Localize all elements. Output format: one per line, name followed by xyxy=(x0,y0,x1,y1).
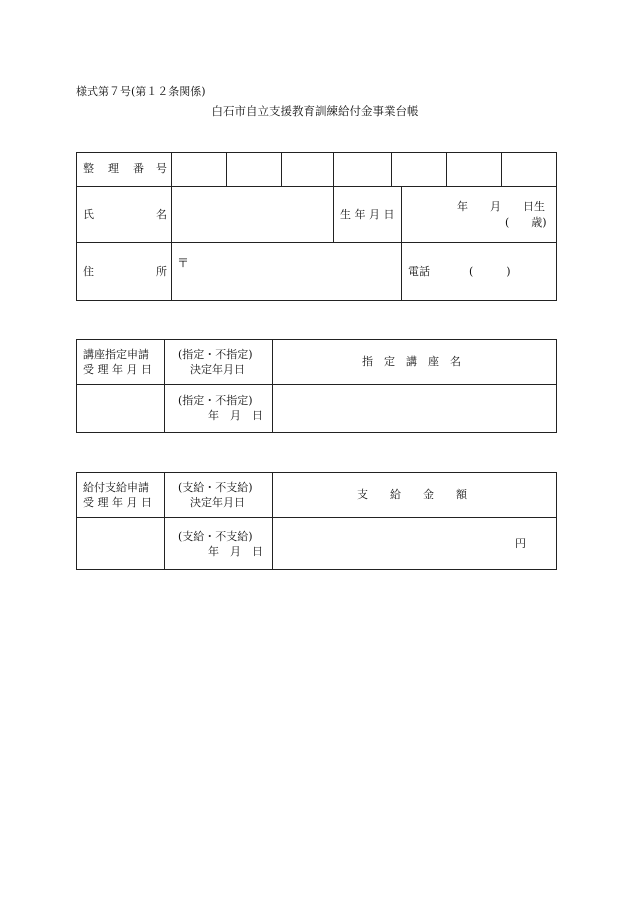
designation-decision-label-line2: 決定年月日 xyxy=(190,363,245,376)
birth-date-label: 生 年 月 日 xyxy=(340,208,395,221)
payment-application-label-line2: 受 理 年 月 日 xyxy=(83,496,152,509)
phone-field[interactable]: ( ) xyxy=(469,265,511,278)
name-field[interactable] xyxy=(172,187,332,241)
payment-status-option[interactable]: (支給・不支給) xyxy=(178,530,253,543)
postal-mark: 〒 xyxy=(177,256,190,270)
payment-amount-label: 支 給 金 額 xyxy=(357,488,467,501)
course-name-field[interactable] xyxy=(273,385,556,432)
course-application-label-line1: 講座指定申請 xyxy=(83,348,149,361)
management-number-cell-7[interactable] xyxy=(502,153,556,185)
designation-decision-label-line1: (指定・不指定) xyxy=(178,348,253,361)
management-number-cell-6[interactable] xyxy=(447,153,500,185)
payment-application-date-field[interactable] xyxy=(77,518,163,569)
management-number-cell-2[interactable] xyxy=(227,153,280,185)
address-field[interactable] xyxy=(190,243,400,300)
designated-course-name-label: 指 定 講 座 名 xyxy=(362,355,461,368)
phone-label: 電話 xyxy=(408,265,430,278)
payment-date-field[interactable]: 年 月 日 xyxy=(208,545,263,558)
form-number-label: 様式第７号(第１２条関係) xyxy=(76,85,206,98)
designation-date-field[interactable]: 年 月 日 xyxy=(208,409,263,422)
course-application-date-field[interactable] xyxy=(77,385,163,432)
age-value[interactable]: ( 歳) xyxy=(505,216,547,229)
document-title: 白石市自立支援教育訓練給付金事業台帳 xyxy=(211,104,419,118)
management-number-cell-3[interactable] xyxy=(282,153,332,185)
management-number-cell-4[interactable] xyxy=(334,153,390,185)
management-number-cell-1[interactable] xyxy=(172,153,225,185)
yen-unit: 円 xyxy=(515,537,526,550)
course-application-label-line2: 受 理 年 月 日 xyxy=(83,363,152,376)
birth-date-value[interactable]: 年 月 日生 xyxy=(457,200,545,213)
payment-application-label-line1: 給付支給申請 xyxy=(83,481,149,494)
payment-decision-label-line2: 決定年月日 xyxy=(190,496,245,509)
management-number-cell-5[interactable] xyxy=(392,153,445,185)
designation-status-option[interactable]: (指定・不指定) xyxy=(178,394,253,407)
payment-decision-label-line1: (支給・不支給) xyxy=(178,481,253,494)
payment-amount-field[interactable] xyxy=(273,518,503,569)
